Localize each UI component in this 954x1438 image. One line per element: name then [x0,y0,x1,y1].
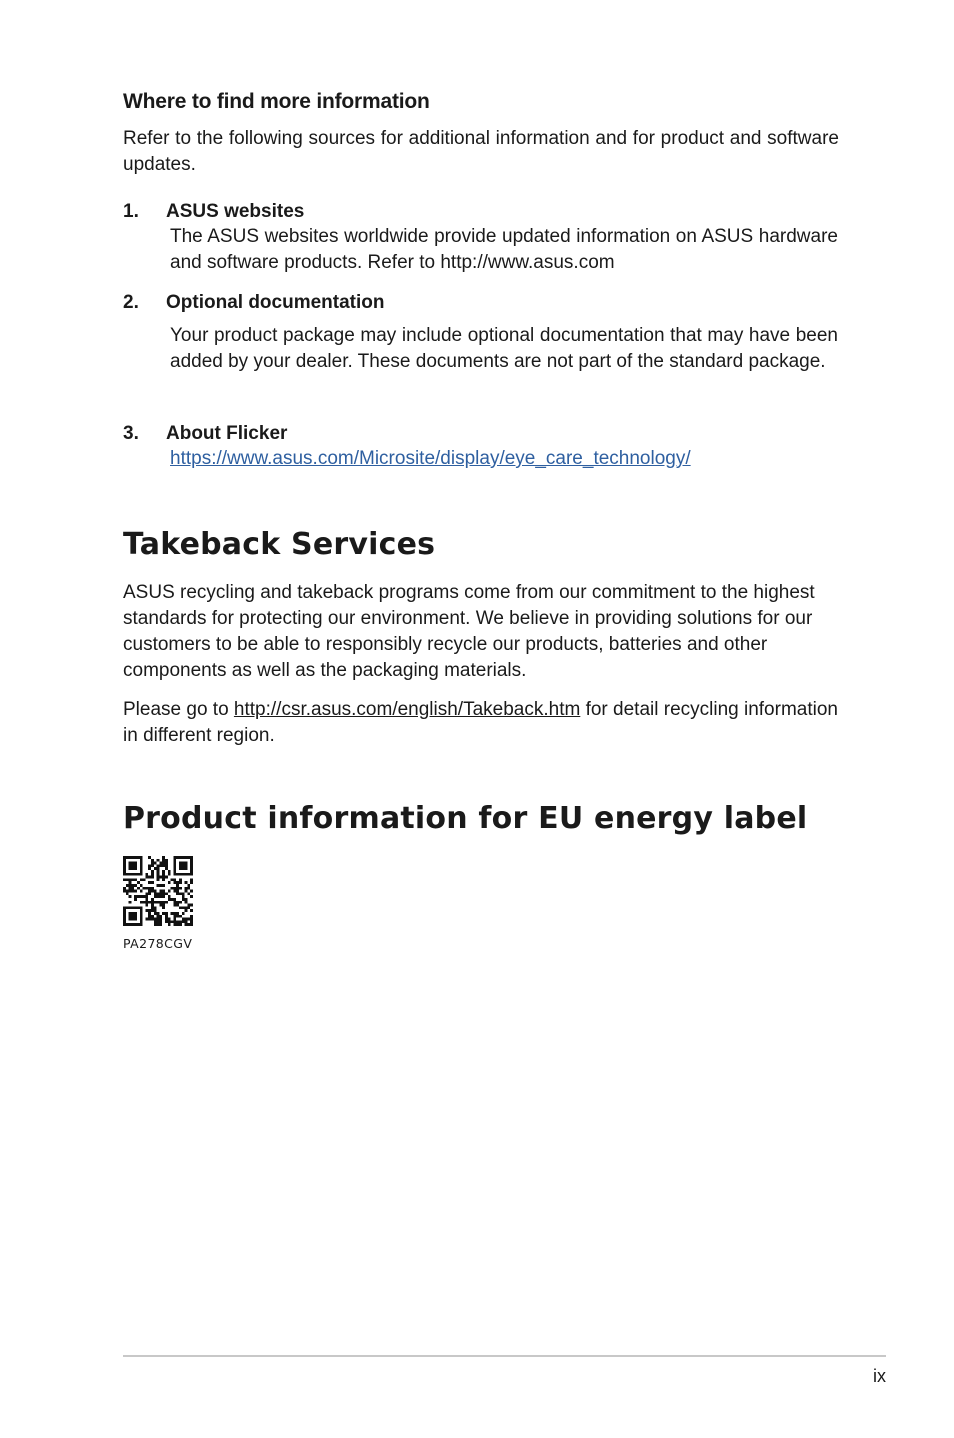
list-item-number: 1. [123,201,139,222]
takeback-paragraph: ASUS recycling and takeback programs come from our commitment to the highest standards for protecting our environment. We believe in providing solutions for our customers to be able to responsibly recycle our products, batteries and other components as well as the packaging materials. [123,582,815,681]
section-heading-eu-energy-label: Product information for EU energy label [123,801,808,836]
takeback-link[interactable]: http://csr.asus.com/english/Takeback.htm [233,699,581,720]
list-item-title: ASUS websites [166,201,305,222]
intro-paragraph: Refer to the following sources for additional information and for product and software updates. [123,128,839,175]
list-item-asus-websites [123,200,839,276]
section-heading-where-to-find: Where to find more information [123,90,430,113]
list-item-about-flicker [123,422,839,472]
list-item-number: 2. [123,292,139,313]
list-item-body: Your product package may include optional documentation that may have been added by your dealer. These documents are not part of the standard package. [170,325,838,372]
qr-code-icon[interactable] [123,856,193,926]
list-item-title: About Flicker [166,423,288,444]
eye-care-technology-link[interactable]: https://www.asus.com/Microsite/display/eye_care_technology/ [170,448,691,469]
list-item-optional-documentation [123,291,839,375]
footer-divider [123,1355,886,1357]
list-item-title: Optional documentation [166,292,385,313]
takeback-text-suffix: for detail recycling information in different region. [123,699,838,746]
section-heading-takeback: Takeback Services [123,527,436,562]
takeback-text-prefix: Please go to [123,699,234,720]
model-number: PA278CGV [123,936,193,951]
page-number: ix [873,1366,886,1386]
list-item-body: The ASUS websites worldwide provide updated information on ASUS hardware and software products. Refer to http://www.asus.com [170,226,838,273]
list-item-number: 3. [123,423,139,444]
takeback-link-paragraph [123,697,839,749]
